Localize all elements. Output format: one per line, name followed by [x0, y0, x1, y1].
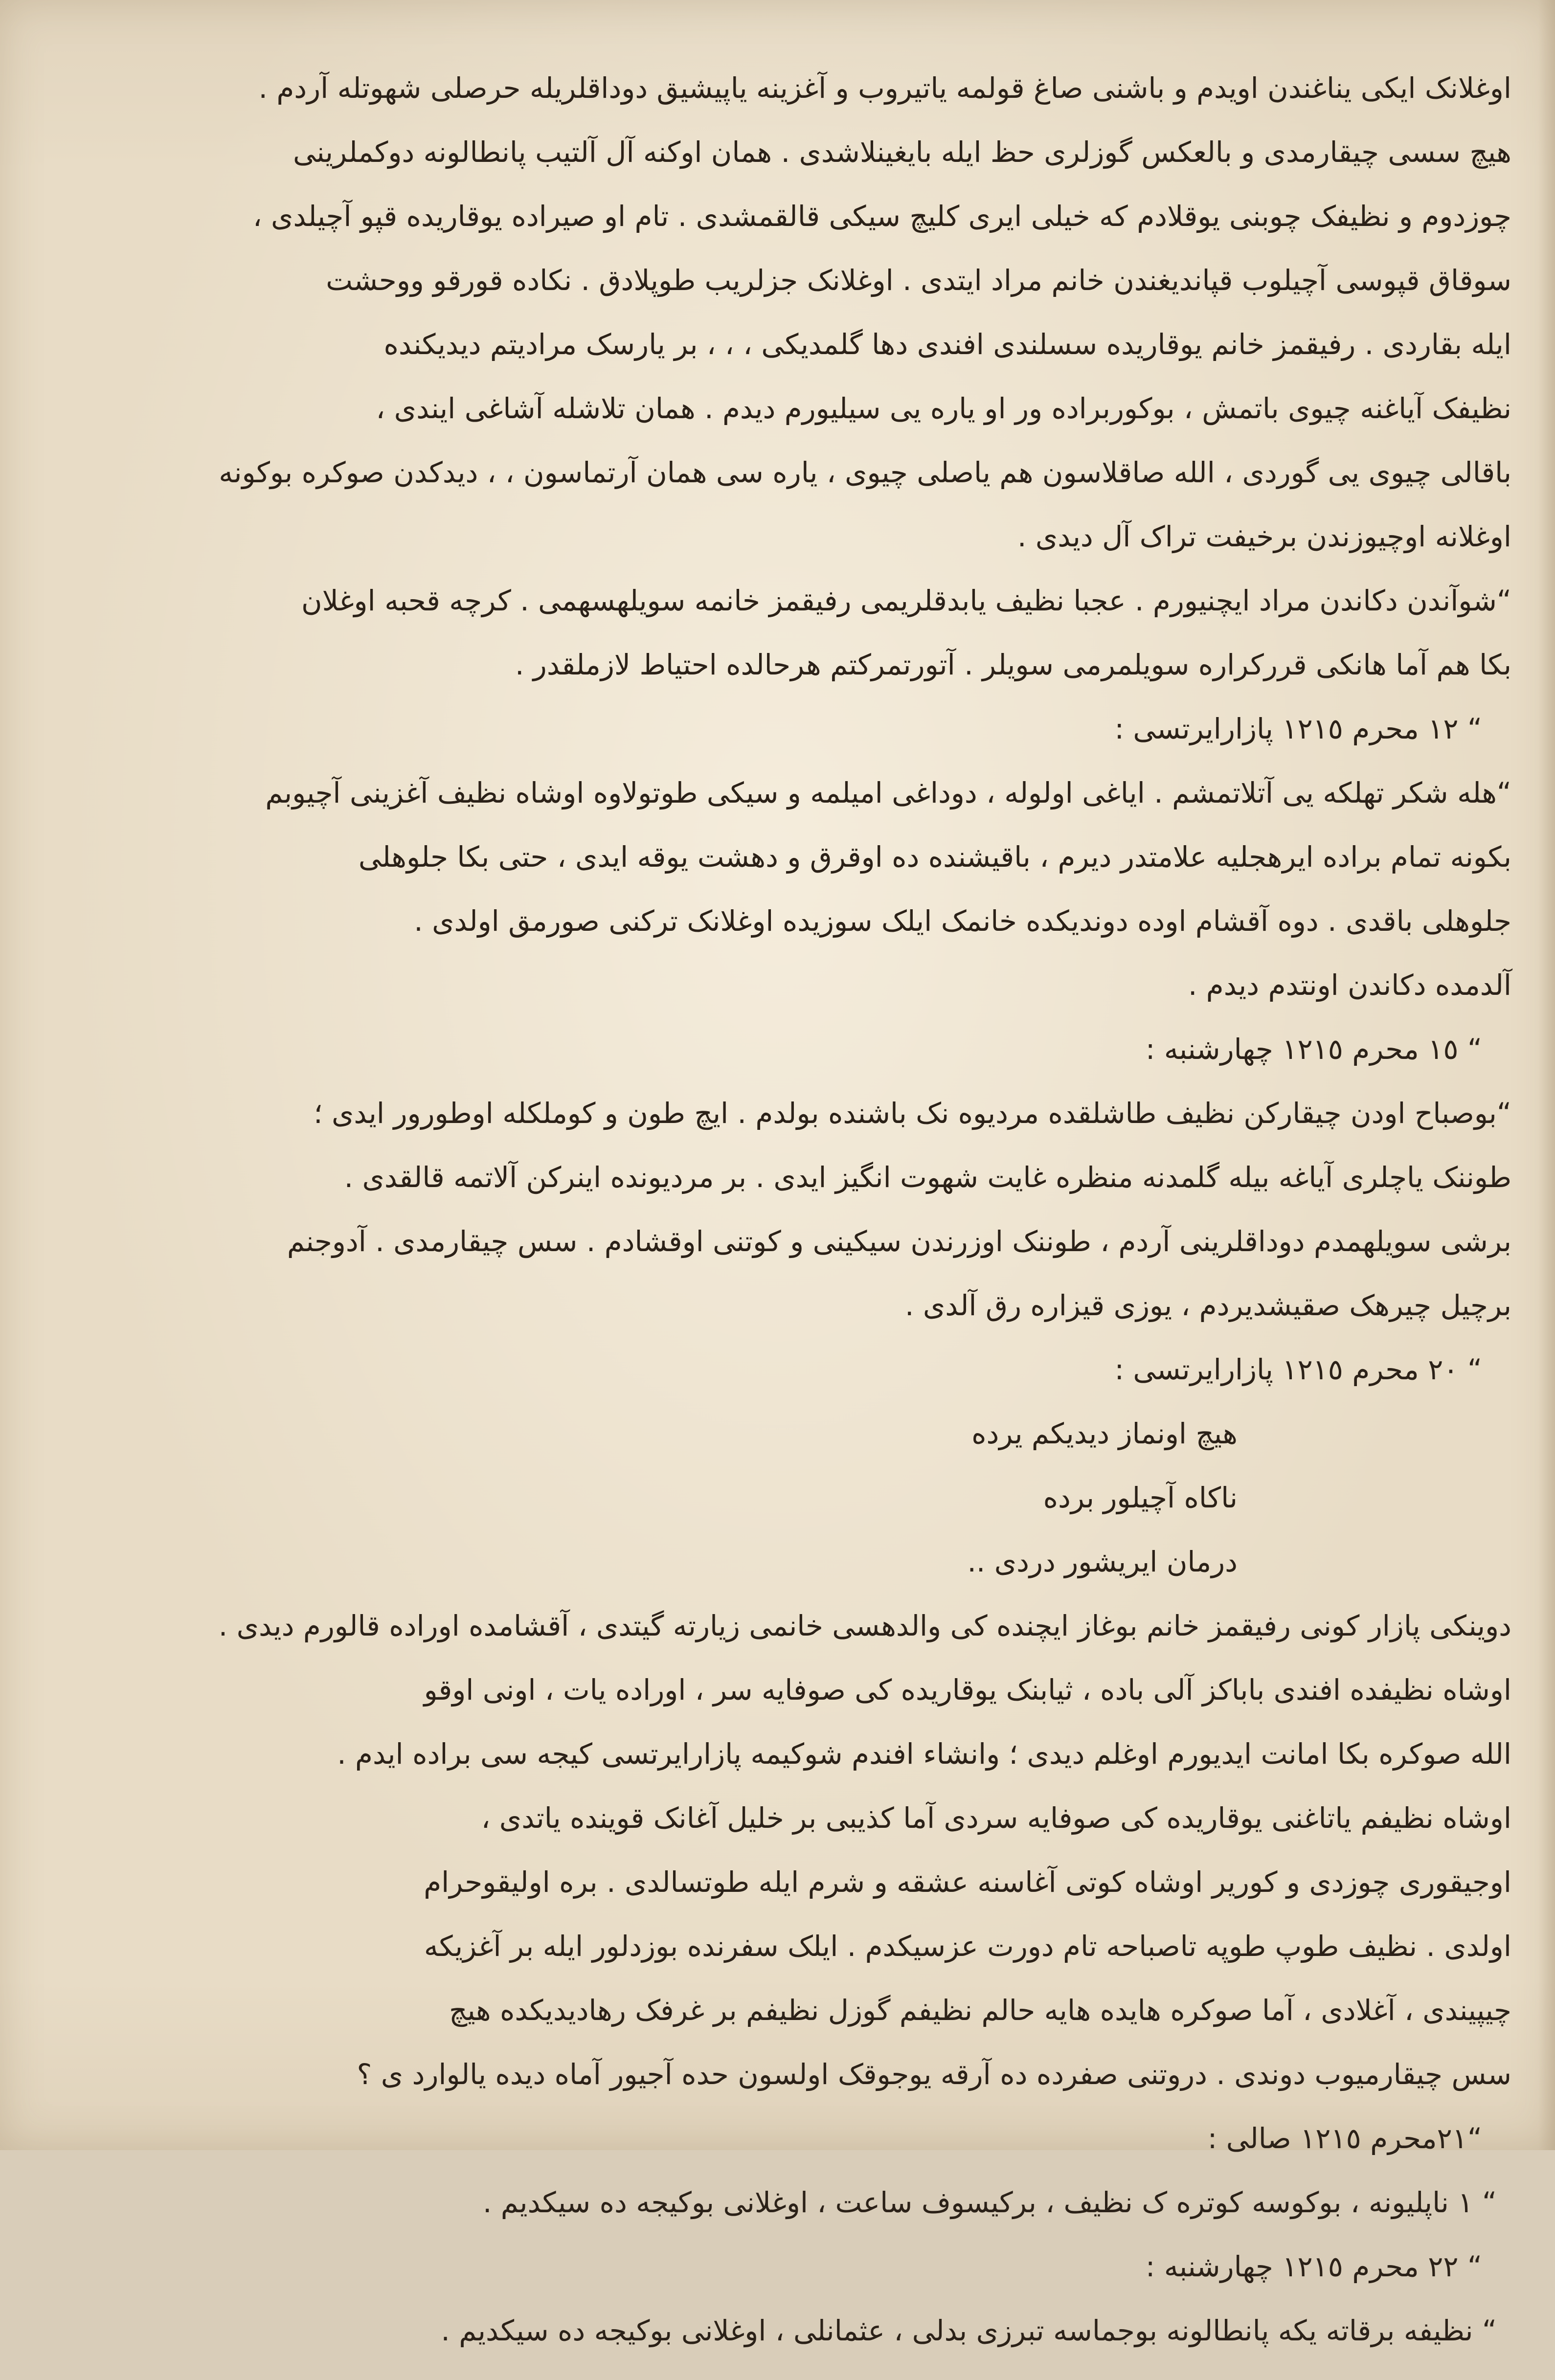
diary-date-heading: “ ١٢ محرم ١٢١٥ پازارایرتسی :	[1114, 712, 1482, 745]
diary-date-heading: “ ٢٢ محرم ١٢١٥ چهارشنبه :	[1145, 2250, 1482, 2283]
text-line: سس چیقارمیوب دوندی . دروتنی صفرده ده آرقه یوجوقک اولسون حده آجیور آماه دیده یالوارد ی ؟	[357, 2058, 1511, 2091]
text-line: اوشاه نظیفده افندی باباکز آلی باده ، ثیابنک یوقاریده کی صوفایه سر ، اوراده یات ، اونی اوقو	[424, 1673, 1511, 1706]
text-line: “شوآندن دکاندن مراد ایچنیورم . عجبا نظیف یابدقلریمی رفیقمز خانمه سویلهسهمی . کرچه قحبه اوغلان	[301, 584, 1511, 617]
text-line: چیپیندی ، آغلادی ، آما صوکره هایده هایه حالم نظیفم گوزل نظیفم بر غرفک رهادیدیکده هیچ	[449, 1994, 1511, 2027]
text-line: الله صوکره بکا امانت ایدیورم اوغلم دیدی ؛ وانشاء افندم شوکیمه پازارایرتسی کیجه سی براده ایدم .	[337, 1737, 1511, 1771]
text-line: نظیفک آیاغنه چیوی باتمش ، بوکوربراده ور او یاره یی سیلیورم دیدم . همان تلاشله آشاغی ایندی ،	[376, 392, 1511, 425]
text-line: طوننک یاچلری آیاغه بیله گلمدنه منظره غایت شهوت انگیز ایدی . بر مردیونده اینرکن آلاتمه قالقدی .	[344, 1161, 1511, 1194]
text-line: سوقاق قپوسی آچیلوب قپاندیغندن خانم مراد ایتدی . اوغلانک جزلریب طوپلادق . نکاده قورقو ووحشت	[326, 264, 1511, 297]
verse-line: درمان ایریشور دردی ..	[967, 1545, 1238, 1578]
page-edge	[1538, 0, 1555, 2150]
verse-line: هیچ اونماز دیدیکم یرده	[971, 1417, 1238, 1450]
text-line: جلوهلی باقدی . دوه آقشام اوده دوندیکده خانمک ایلک سوزیده اوغلانک ترکنی صورمق اولدی .	[414, 904, 1511, 938]
text-line: اوغلانه اوچیوزندن برخیفت تراک آل دیدی .	[1017, 520, 1511, 553]
text-line: چوزدوم و نظیفک چوبنی یوقلادم که خیلی ایری کلیچ سیکی قالقمشدی . تام او صیراده یوقاریده قپو آچیلدی ،	[252, 200, 1511, 233]
text-line: هیچ سسی چیقارمدی و بالعکس گوزلری حظ ایله بایغینلاشدی . همان اوکنه آل آلتیب پانطالونه دوکملرینی	[293, 135, 1511, 169]
text-line: “ نظیفه برقاته یکه پانطالونه بوجماسه تبرزی بدلی ، عثمانلی ، اوغلانی بوکیجه ده سیکدیم .	[441, 2314, 1497, 2347]
text-line: دوینکی پازار کونی رفیقمز خانم بوغاز ایچنده کی والدهسی خانمی زیارته گیتدی ، آقشامده اوراده قالورم دیدی .	[218, 1609, 1511, 1642]
text-line: بکونه تمام براده ایرهجلیه علامتدر دیرم ، باقیشنده ده اوقرق و دهشت یوقه ایدی ، حتی بکا جلوهلی	[358, 840, 1511, 874]
diary-date-heading: “٢١محرم ١٢١٥ صالی :	[1207, 2122, 1482, 2155]
text-line: برچیل چیرهک صقیشدیردم ، یوزی قیزاره رق آلدی .	[905, 1289, 1511, 1322]
diary-date-heading: “ ٢٠ محرم ١٢١٥ پازارایرتسی :	[1114, 1353, 1482, 1386]
text-line: برشی سویلهمدم دوداقلرینی آردم ، طوننک اوزرندن سیکینی و کوتنی اوقشادم . سس چیقارمدی . آدوجنم	[287, 1225, 1511, 1258]
text-line: آلدمده دکاندن اونتدم دیدم .	[1188, 968, 1511, 1002]
text-line: اوجیقوری چوزدی و کوریر اوشاه کوتی آغاسنه عشقه و شرم ایله طوتسالدی . بره اولیقوحرام	[424, 1865, 1511, 1899]
text-line: اوشاه نظیفم یاتاغنی یوقاریده کی صوفایه سردی آما کذیبی بر خلیل آغانک قوینده یاتدی ،	[481, 1801, 1511, 1835]
diary-date-heading: “ ١٥ محرم ١٢١٥ چهارشنبه :	[1145, 1033, 1482, 1066]
text-line: باقالی چیوی یی گوردی ، الله صاقلاسون هم یاصلی چیوی ، یاره سی همان آرتماسون ، ، دیدکدن صوکره بوکونه	[219, 456, 1511, 489]
text-line: اوغلانک ایکی یناغندن اویدم و باشنی صاغ قولمه یاتیروب و آغزینه یاپیشیق دوداقلریله حرصلی شهوتله آردم .	[258, 71, 1511, 105]
text-line: ایله بقاردی . رفیقمز خانم یوقاریده سسلندی افندی دها گلمدیکی ، ، ، بر یارسک مرادیتم دیدیکنده	[383, 328, 1511, 361]
verse-line: ناکاه آچیلور برده	[1043, 1481, 1238, 1514]
text-line: اولدی . نظیف طوپ طوپه تاصباحه تام دورت عزسیکدم . ایلک سفرنده بوزدلور ایله بر آغزیکه	[424, 1930, 1511, 1963]
text-line: بکا هم آما هانکی قررکراره سویلمرمی سویلر . آتورتمرکتم هرحالده احتیاط لازملقدر .	[515, 648, 1511, 681]
text-line: “ ١ ناپلیونه ، بوکوسه کوتره ک نظیف ، برکیسوف ساعت ، اوغلانی بوکیجه ده سیکدیم .	[482, 2186, 1497, 2219]
text-line: “هله شکر تهلکه یی آتلاتمشم . ایاغی اولوله ، دوداغی امیلمه و سیکی طوتولاوه اوشاه نظیف آغزینی آچیوبم	[265, 776, 1511, 809]
text-line: “بوصباح اودن چیقارکن نظیف طاشلقده مردیوه نک باشنده بولدم . ایچ طون و کوملکله اوطورور ایدی ؛	[314, 1097, 1511, 1130]
handwritten-text-block	[54, 73, 1511, 2380]
